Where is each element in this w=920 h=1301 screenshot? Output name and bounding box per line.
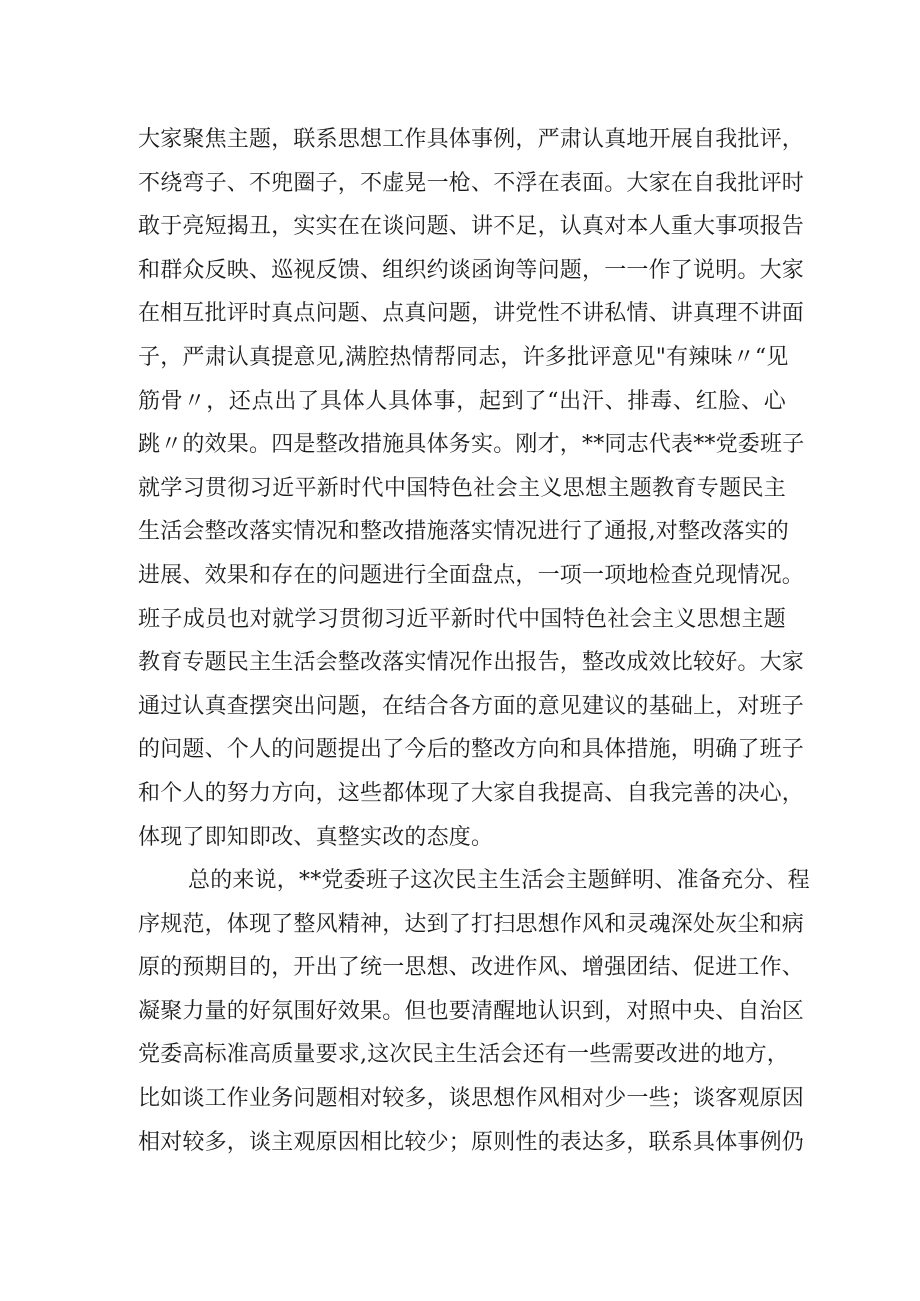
- text-line: 总的来说，**党委班子这次民主生活会主题鲜明、准备充分、程: [188, 868, 810, 894]
- text-line: 通过认真查摆突出问题，在结合各方面的意见建议的基础上，对班子: [138, 693, 805, 719]
- text-line: 和个人的努力方向，这些都体现了大家自我提高、自我完善的决心，: [138, 780, 805, 806]
- paragraph: [138, 859, 810, 1164]
- text-line: 跳〃的效果。四是整改措施具体务实。刚才，**同志代表**党委班子: [138, 432, 805, 458]
- text-line: 子，严肃认真提意见,满腔热情帮同志，许多批评意见"有辣味〃“见: [138, 344, 789, 370]
- text-line: 大家聚焦主题，联系思想工作具体事例，严肃认真地开展自我批评，: [138, 127, 805, 152]
- text-line: 教育专题民主生活会整改落实情况作出报告，整改成效比较好。大家: [138, 650, 805, 676]
- paragraph: [138, 118, 805, 859]
- text-line: 班子成员也对就学习贯彻习近平新时代中国特色社会主义思想主题: [138, 606, 786, 632]
- text-line: 凝聚力量的好氛围好效果。但也要清醒地认识到，对照中央、自治区: [138, 998, 805, 1024]
- text-line: 敢于亮短揭丑，实实在在谈问题、讲不足，认真对本人重大事项报告: [138, 214, 805, 240]
- text-line: 在相互批评时真点问题、点真问题，讲党性不讲私情、讲真理不讲面: [138, 301, 805, 327]
- text-line: 序规范，体现了整风精神，达到了打扫思想作风和灵魂深处灰尘和病: [138, 911, 805, 937]
- text-line: 和群众反映、巡视反馈、组织约谈函询等问题，一一作了说明。大家: [138, 257, 805, 283]
- text-line: 党委高标准高质量要求,这次民主生活会还有一些需要改进的地方，: [138, 1042, 789, 1068]
- text-line: 原的预期目的，开出了统一思想、改进作风、增强团结、促进工作、: [138, 955, 805, 981]
- text-line: 比如谈工作业务问题相对较多，谈思想作风相对少一些；谈客观原因: [138, 1086, 805, 1112]
- text-line: 不绕弯子、不兜圈子，不虚晃一枪、不浮在表面。大家在自我批评时: [138, 170, 805, 196]
- document-body: [138, 118, 810, 1164]
- text-line: 相对较多，谈主观原因相比较少；原则性的表达多，联系具体事例仍: [138, 1129, 805, 1155]
- text-line: 的问题、个人的问题提出了今后的整改方向和具体措施，明确了班子: [138, 737, 805, 763]
- text-line: 体现了即知即改、真整实改的态度。: [138, 824, 494, 850]
- text-line: 就学习贯彻习近平新时代中国特色社会主义思想主题教育专题民主: [138, 475, 786, 501]
- text-line: 进展、效果和存在的问题进行全面盘点，一项一项地检查兑现情况。: [138, 562, 805, 588]
- text-line: 生活会整改落实情况和整改措施落实情况进行了通报,对整改落实的: [138, 519, 789, 545]
- text-line: 筋骨〃，还点出了具体人具体事，起到了“出汗、排毒、红脸、心: [138, 388, 786, 414]
